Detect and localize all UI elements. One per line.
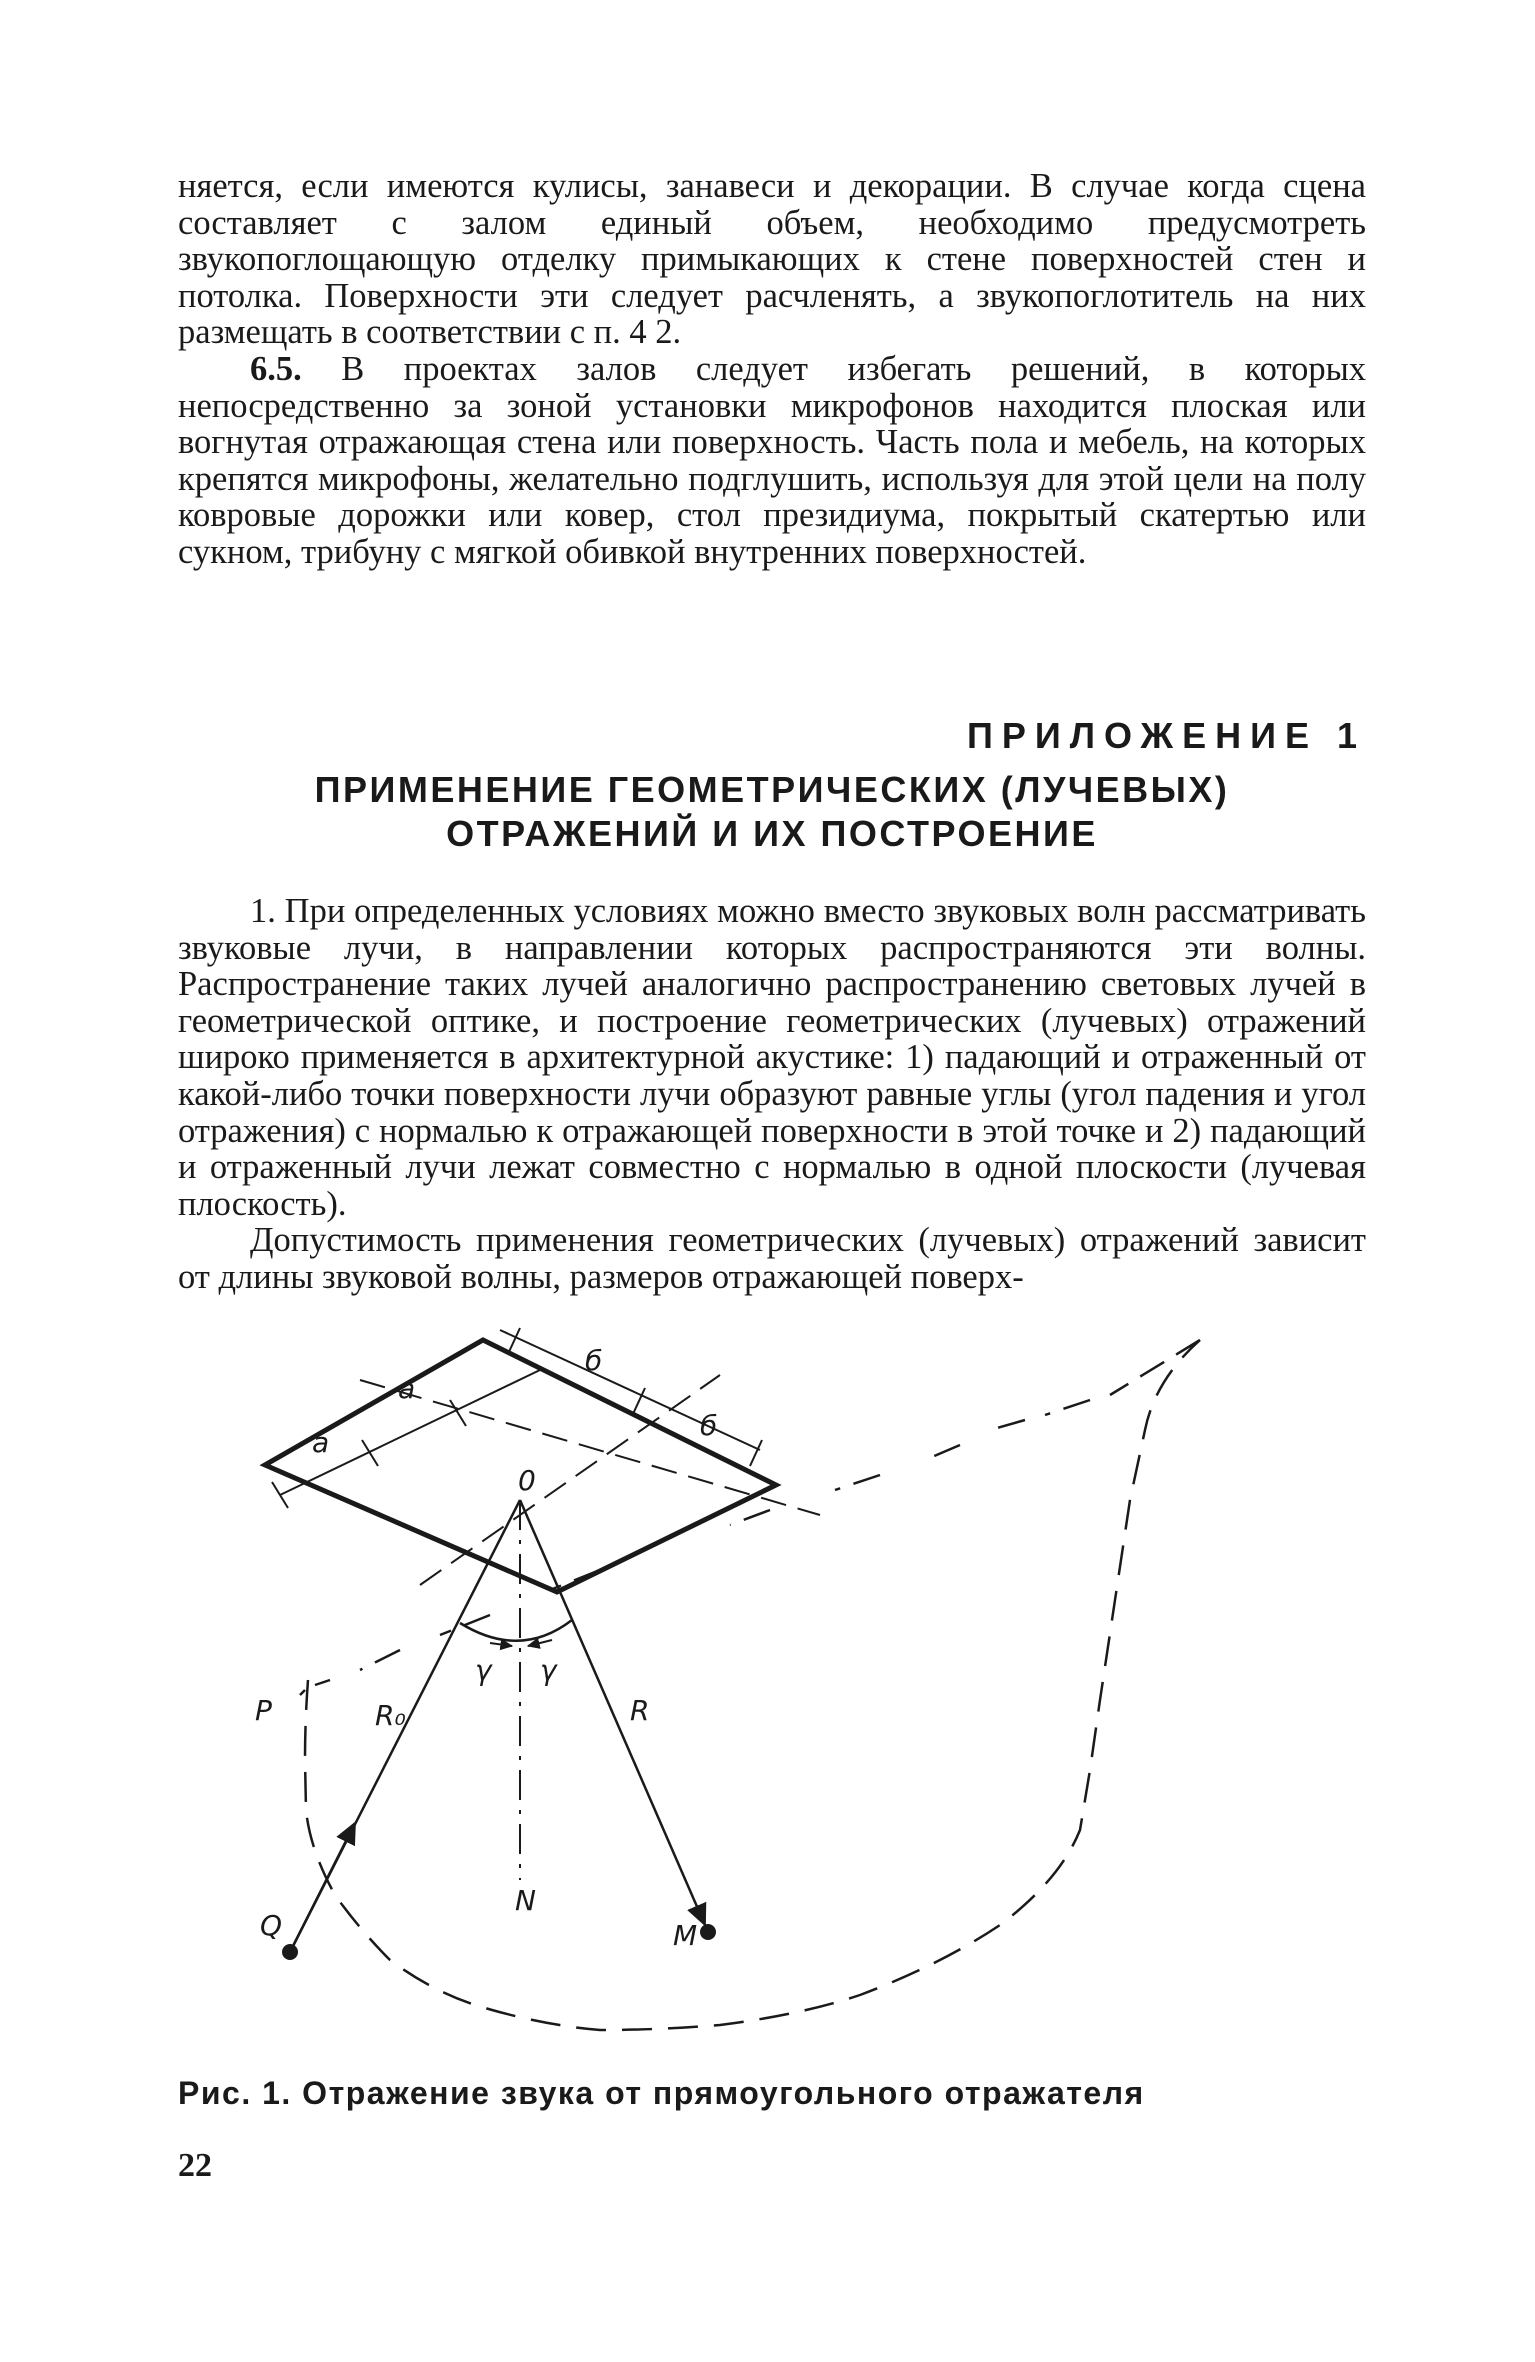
dimension-tick-a2: [362, 1440, 378, 1466]
label-q: Q: [260, 1909, 283, 1942]
angle-arrow-left: [490, 1643, 512, 1646]
incident-arrow: [290, 1823, 355, 1952]
reflection-diagram: [255, 1340, 1260, 2070]
receiver-point-m: [700, 1924, 716, 1940]
paragraph-continuation: няется, если имеются кулисы, занавеси и декорации. В случае когда сцена составляет с залом единый объем, необходимо предусмотреть звукопоглощающую отделку примыкающих к стене поверхностей стен и потолка. Поверхности эти следует расчленять, а звукопоглотитель на них размещать в соответствии с п. 4 2.: [178, 167, 1366, 352]
appendix-label: ПРИЛОЖЕНИЕ 1: [966, 715, 1366, 756]
label-gamma-right: γ: [540, 1654, 557, 1687]
label-r: R: [630, 1694, 650, 1727]
appendix-title: [178, 768, 1366, 856]
dimension-tick-b3: [750, 1440, 762, 1466]
diagram-svg: [255, 1340, 1260, 2070]
appendix-title-line-1: ПРИМЕНЕНИЕ ГЕОМЕТРИЧЕСКИХ (ЛУЧЕВЫХ): [314, 769, 1230, 810]
angle-arc: [460, 1620, 572, 1641]
angle-arrow-right: [528, 1640, 552, 1646]
dimension-line-b: [500, 1330, 760, 1450]
label-o: 0: [518, 1464, 536, 1497]
label-a2: a: [312, 1426, 330, 1459]
label-b2: б: [700, 1409, 718, 1442]
label-r0: R₀: [375, 1699, 406, 1732]
label-gamma-left: γ: [475, 1654, 492, 1687]
text-block-top: [178, 168, 1366, 571]
source-point-q: [282, 1944, 298, 1960]
dimension-tick-a1: [272, 1482, 288, 1508]
plane-outline: [300, 1340, 1200, 1695]
page-number: 22: [178, 2147, 212, 2184]
label-a1: a: [398, 1372, 416, 1405]
figure-caption: Рис. 1. Отражение звука от прямоугольного отражателя: [178, 2075, 1145, 2111]
label-p: P: [255, 1694, 272, 1727]
section-6-5-text: В проектах залов следует избегать решений, в которых непосредственно за зоной установки микрофонов находится плоская или вогнутая отражающая стена или поверхность. Часть пола и мебель, на которых крепятся микрофоны, желательно подглушить, используя для этой цели на полу ковровые дорожки или ковер, стол президиума, покрытый скатертью или сукном, трибуну с мягкой обивкой внутренних поверхностей.: [178, 349, 1367, 571]
dimension-tick-b1: [508, 1328, 520, 1354]
appendix-paragraph-2: Допустимость применения геометрических (лучевых) отражений зависит от длины звуковой волны, размеров отражающей поверх-: [178, 1221, 1366, 1296]
appendix-title-line-2: ОТРАЖЕНИЙ И ИХ ПОСТРОЕНИЕ: [446, 813, 1098, 854]
label-b1: б: [585, 1344, 603, 1377]
section-number: 6.5.: [250, 349, 302, 388]
appendix-paragraph-1: 1. При определенных условиях можно вместо звуковых волн рассматривать звуковые лучи, в направлении которых распространяются эти волны. Распространение таких лучей аналогично распространению световых лучей в геометрической оптике, и построение геометрических (лучевых) отражений широко применяется в архитектурной акустике: 1) падающий и отраженный от какой-либо точки поверхности лучи образуют равные углы (угол падения и угол отражения) с нормалью к отражающей поверхности в этой точке и 2) падающий и отраженный лучи лежат совместно с нормалью в одной плоскости (лучевая плоскость).: [178, 892, 1366, 1223]
paragraph-6-5: [178, 351, 1366, 571]
label-m: M: [673, 1919, 698, 1952]
text-block-appendix: [178, 893, 1366, 1296]
label-n: N: [515, 1884, 536, 1917]
plane-outline-left: [305, 1340, 1200, 2030]
